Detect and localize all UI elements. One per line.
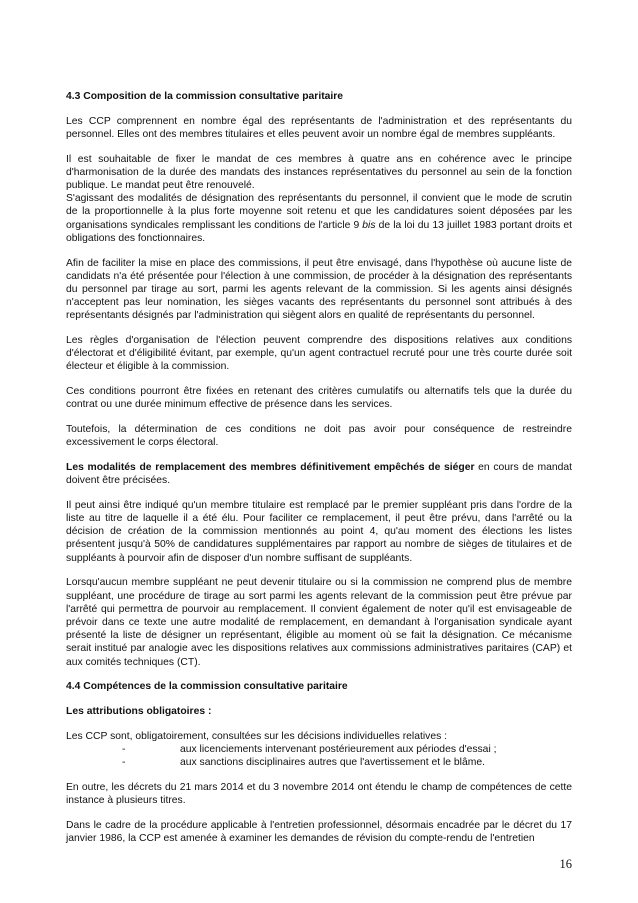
dash-marker: -	[122, 757, 126, 769]
dash-marker: -	[122, 743, 126, 755]
paragraph: Les règles d'organisation de l'élection peuvent comprendre des dispositions relatives aux conditions d'électorat et d'éligibilité évitant, par exemple, qu'un agent contractuel recruté pour une très courte durée soit électeur et éligible à la commission.	[66, 335, 572, 373]
text-run: de la loi du 13 juillet 1983 portant droits et obligations des fonctionnaires.	[66, 219, 572, 244]
text-run: S'agissant des modalités de désignation des représentants du personnel, il convient que le mode de scrutin de la proportionnelle à la plus forte moyenne soit retenu et que les candidatures soient déposées par les organisations syndicales remplissant les conditions de l'article 9	[66, 193, 572, 231]
section-4-4-subtitle: Les attributions obligatoires :	[66, 706, 212, 718]
section-4-3-title: 4.3 Composition de la commission consultative paritaire	[66, 91, 344, 102]
paragraph	[66, 461, 572, 487]
paragraph: Il est souhaitable de fixer le mandat de ces membres à quatre ans en cohérence avec le principe d'harmonisation de la durée des mandats des instances représentatives du personnel au sein de la fonction publique. Le mandat peut être renouvelé.	[66, 153, 572, 192]
paragraph: Afin de faciliter la mise en place des commissions, il peut être envisagé, dans l'hypothèse où aucune liste de candidats n'a été présentée pour l'élection à une commission, de procéder à la désignation des représentants du personnel par tirage au sort, parmi les agents relevant de la commission. Si les agents ainsi désignés n'acceptent pas leur nomination, les sièges vacants des représentants du personnel sont attribués à des représentants désignés par l'administration qui siègent alors en qualité de représentants du personnel.	[66, 257, 572, 322]
paragraph: Dans le cadre de la procédure applicable à l'entretien professionnel, désormais encadrée par le décret du 17 janvier 1986, la CCP est amenée à examiner les demandes de révision du compte-rendu de l'entretien	[66, 819, 572, 844]
bold-text: Les modalités de remplacement des membres définitivement empêchés de siéger	[66, 461, 475, 473]
page-number: 16	[559, 857, 572, 871]
paragraph: Lorsqu'aucun membre suppléant ne peut devenir titulaire ou si la commission ne comprend plus de membre suppléant, une procédure de tirage au sort parmi les agents relevant de la commission peut être prévue par l'arrêté qui permettra de pourvoir au remplacement. Il convient également de noter qu'il est envisageable de prévoir dans ce texte une autre modalité de remplacement, en demandant à l'organisation syndicale ayant présenté la liste de désigner un représentant, éligible au moment où se fait la désignation. Ce mécanisme serait institué par analogie avec les dispositions relatives aux commissions administratives paritaires (CAP) et aux comités techniques (CT).	[66, 577, 572, 668]
list-item-text: aux sanctions disciplinaires autres que l'avertissement et le blâme.	[180, 757, 485, 769]
list-item-text: aux licenciements intervenant postérieurement aux périodes d'essai ;	[180, 743, 497, 755]
italic-text: bis	[362, 219, 376, 231]
paragraph: Les CCP comprennent en nombre égal des représentants de l'administration et des représentants du personnel. Elles ont des membres titulaires et elles peuvent avoir un nombre égal de membres suppléants.	[66, 115, 572, 140]
paragraph	[66, 192, 572, 245]
bullet-list	[66, 743, 572, 769]
paragraph: Ces conditions pourront être fixées en retenant des critères cumulatifs ou alternatifs tels que la durée du contrat ou une durée minimum effective de présence dans les services.	[66, 386, 572, 411]
paragraph: En outre, les décrets du 21 mars 2014 et du 3 novembre 2014 ont étendu le champ de compétences de cette instance à plusieurs titres.	[66, 781, 572, 807]
section-4-4-title: 4.4 Compétences de la commission consultative paritaire	[66, 681, 348, 693]
paragraph: Toutefois, la détermination de ces conditions ne doit pas avoir pour conséquence de restreindre excessivement le corps électoral.	[66, 424, 572, 449]
paragraph: Les CCP sont, obligatoirement, consultées sur les décisions individuelles relatives :	[66, 730, 447, 742]
page-content	[66, 90, 572, 845]
list-item	[66, 743, 572, 756]
list-item	[66, 756, 572, 769]
text-run: en cours de mandat doivent être précisées.	[66, 461, 572, 487]
paragraph: Il peut ainsi être indiqué qu'un membre titulaire est remplacé par le premier suppléant pris dans l'ordre de la liste au titre de laquelle il a été élu. Pour faciliter ce remplacement, il peut être prévu, dans l'arrêté ou la décision de création de la commission mentionnés au point 4, qu'au moment des élections les listes présentent jusqu'à 50% de candidatures supplémentaires par rapport au nombre de sièges de titulaires et de suppléants à pourvoir afin de disposer d'un nombre suffisant de suppléants.	[66, 499, 572, 564]
